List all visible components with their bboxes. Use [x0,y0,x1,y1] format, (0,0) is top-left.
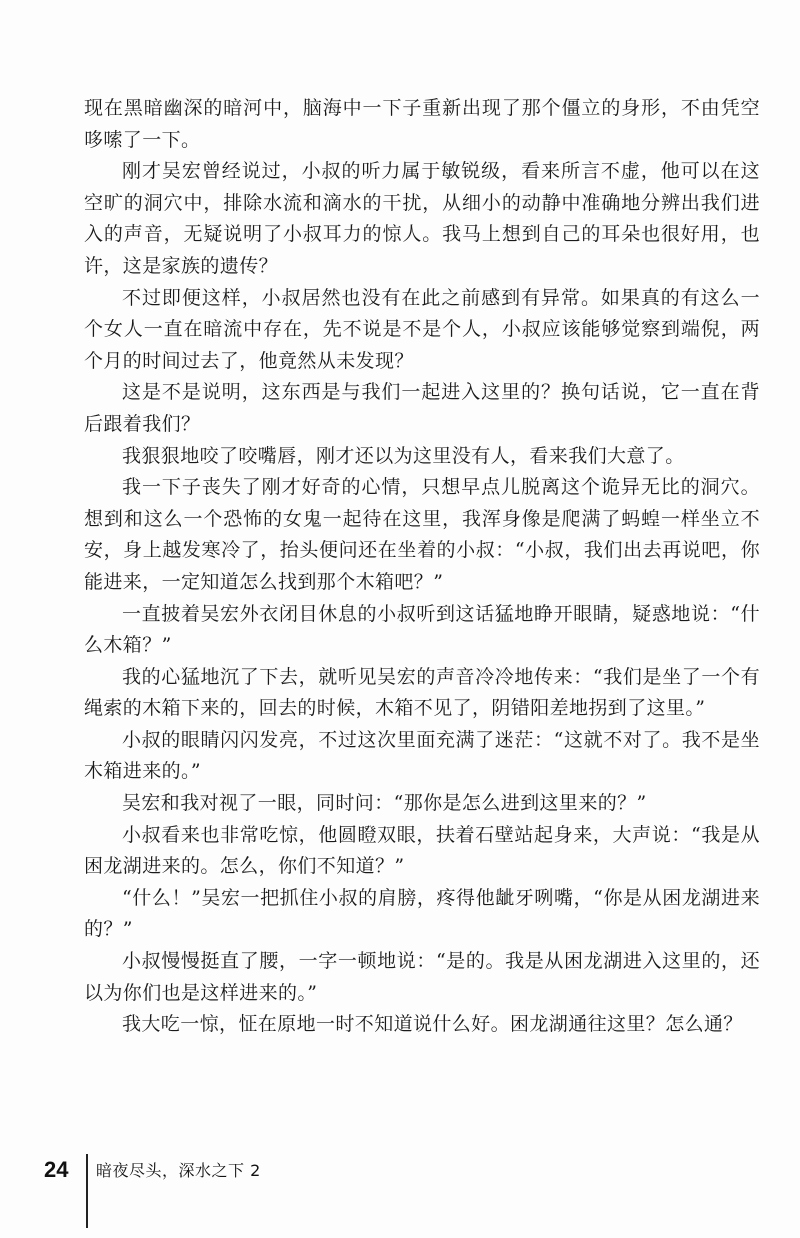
footer-divider [86,1154,88,1228]
paragraph-6: 我一下子丧失了刚才好奇的心情，只想早点儿脱离这个诡异无比的洞穴。想到和这么一个恐怖的女鬼一起待在这里，我浑身像是爬满了蚂蝗一样坐立不安，身上越发寒冷了，抬头便问还在坐着的小叔：“小叔，我们出去再说吧，你能进来，一定知道怎么找到那个木箱吧？” [84,476,760,593]
paragraph-12: “什么！”吴宏一把抓住小叔的肩膀，疼得他龇牙咧嘴，“你是从困龙湖进来的？” [84,886,760,941]
paragraph-7: 一直披着吴宏外衣闭目休息的小叔听到这话猛地睁开眼睛，疑惑地说：“什么木箱？” [84,602,760,657]
paragraph-9: 小叔的眼睛闪闪发亮，不过这次里面充满了迷茫：“这就不对了。我不是坐木箱进来的。” [84,728,760,783]
paragraph-10: 吴宏和我对视了一眼，同时问：“那你是怎么进到这里来的？” [122,792,647,815]
page-number: 24 [44,1157,69,1182]
paragraph-5: 我狠狠地咬了咬嘴唇，刚才还以为这里没有人，看来我们大意了。 [122,444,685,467]
paragraph-14: 我大吃一惊，怔在原地一时不知道说什么好。困龙湖通往这里？怎么通？ [122,1013,743,1036]
paragraph-11: 小叔看来也非常吃惊，他圆瞪双眼，扶着石壁站起身来，大声说：“我是从困龙湖进来的。怎么，你们不知道？” [84,823,760,878]
paragraph-8: 我的心猛地沉了下去，就听见吴宏的声音冷冷地传来：“我们是坐了一个有绳索的木箱下来的，回去的时候，木箱不见了，阴错阳差地拐到了这里。” [84,665,760,720]
paragraph-3: 不过即便这样，小叔居然也没有在此之前感到有异常。如果真的有这么一个女人一直在暗流中存在，先不说是不是个人，小叔应该能够觉察到端倪，两个月的时间过去了，他竟然从未发现？ [84,286,760,372]
paragraph-1: 现在黑暗幽深的暗河中，脑海中一下子重新出现了那个僵立的身形，不由凭空哆嗦了一下。 [84,97,760,151]
paragraph-13: 小叔慢慢挺直了腰，一字一顿地说：“是的。我是从困龙湖进入这里的，还以为你们也是这样进来的。” [84,950,760,1004]
running-title: 暗夜尽头，深水之下 2 [96,1161,261,1180]
body-text [84,93,760,1041]
paragraph-4: 这是不是说明，这东西是与我们一起进入这里的？换句话说，它一直在背后跟着我们？ [84,381,760,435]
page-footer [40,1150,760,1230]
paragraph-2: 刚才吴宏曾经说过，小叔的听力属于敏锐级，看来所言不虚，他可以在这空旷的洞穴中，排除水流和滴水的干扰，从细小的动静中准确地分辨出我们进入的声音，无疑说明了小叔耳力的惊人。我马上想到自己的耳朵也很好用，也许，这是家族的遗传？ [84,160,760,277]
